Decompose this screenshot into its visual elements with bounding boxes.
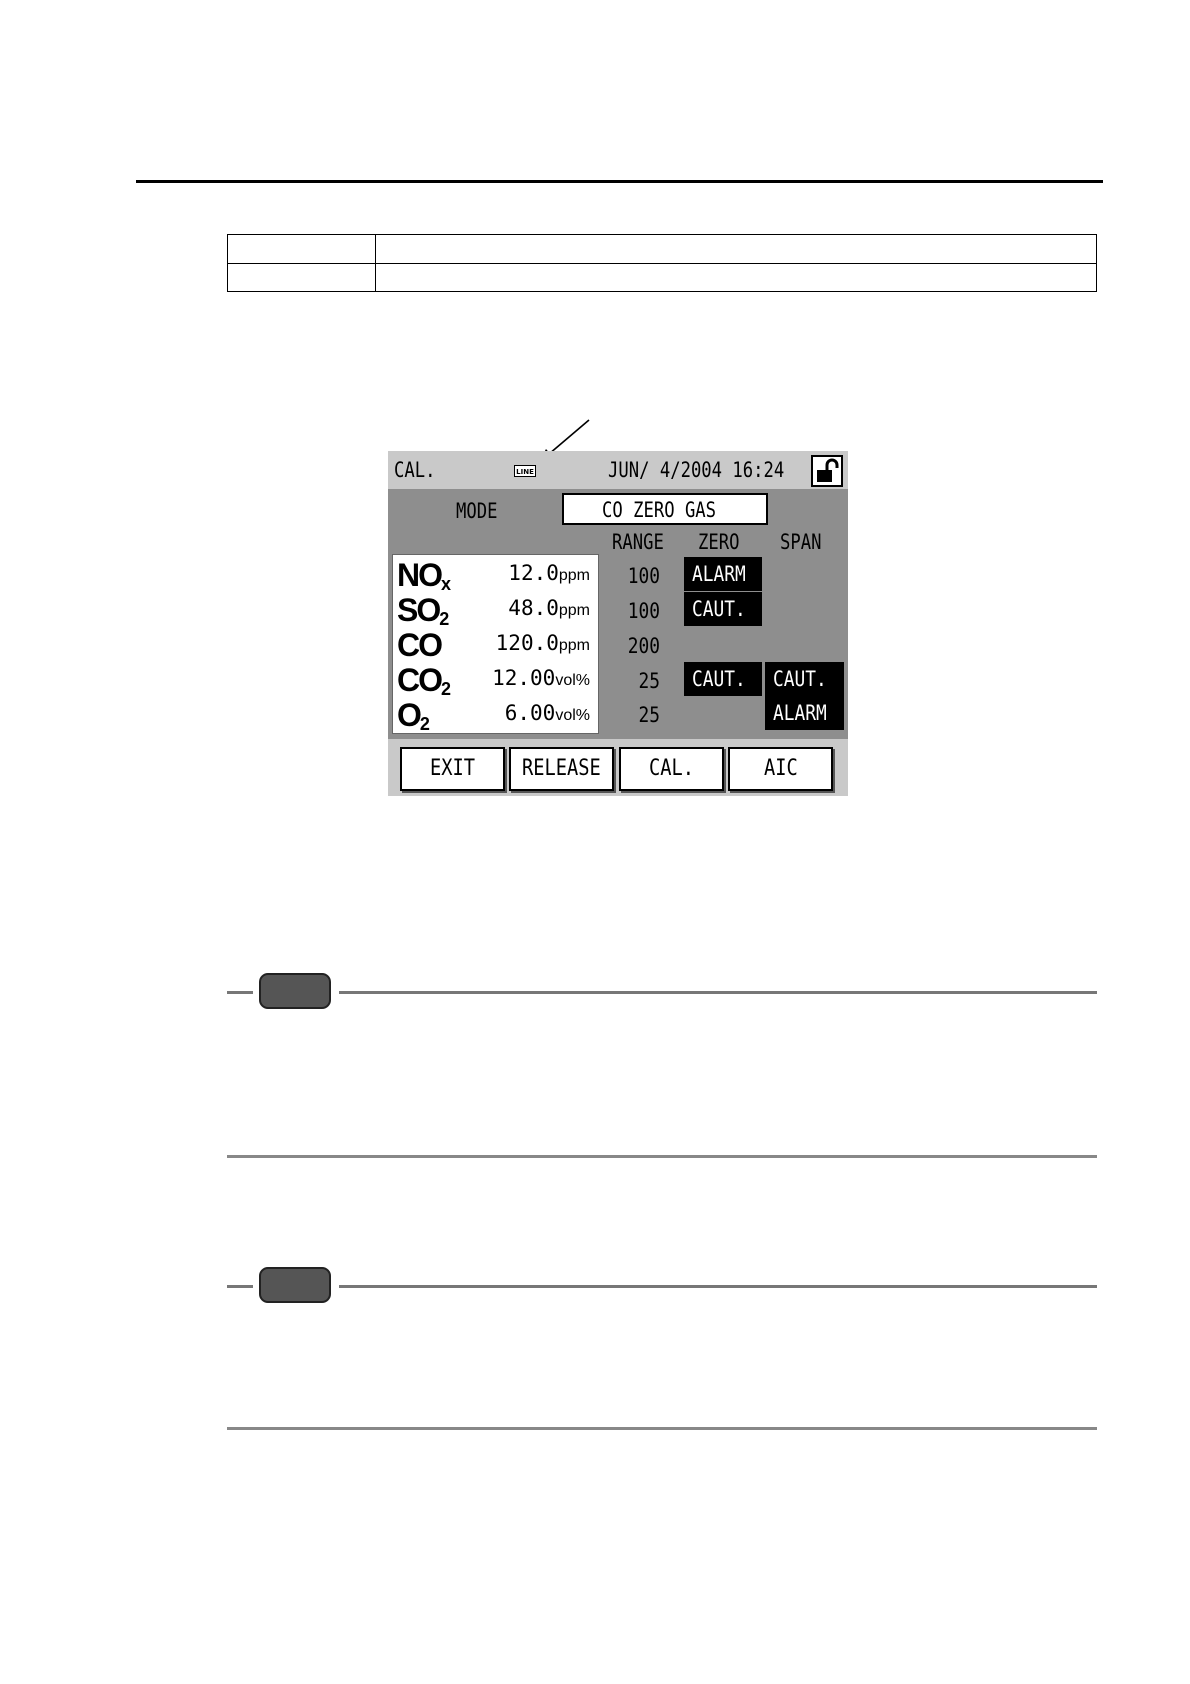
gas-value-o2: 6.00vol% — [504, 701, 590, 725]
range-co2: 25 — [638, 669, 660, 693]
cal-button[interactable]: CAL. — [619, 747, 724, 791]
aic-button[interactable]: AIC — [728, 747, 833, 791]
gas-value-co2: 12.00vol% — [492, 666, 590, 690]
info-table — [227, 234, 1097, 292]
header-rule — [136, 180, 1103, 183]
gas-value-co: 120.0ppm — [495, 631, 590, 655]
table-column-divider — [375, 235, 376, 291]
line-icon — [514, 465, 536, 477]
zero-header: ZERO — [698, 530, 740, 554]
zero-status-nox: ALARM — [684, 557, 762, 591]
note-bottom-rule — [227, 1427, 1097, 1430]
span-status-o2: ALARM — [765, 696, 844, 730]
gas-name-so2: $SO_2$ — [397, 592, 450, 629]
gas-name-co2: $CO_2$ — [397, 662, 452, 699]
span-status-co2: CAUT. — [765, 662, 844, 696]
mode-value: CO ZERO GAS — [602, 498, 717, 522]
range-so2: 100 — [627, 599, 660, 623]
zero-status-so2: CAUT. — [684, 592, 762, 626]
exit-button[interactable]: EXIT — [400, 747, 505, 791]
datetime: JUN/ 4/2004 16:24 — [608, 458, 785, 482]
range-o2: 25 — [638, 703, 660, 727]
gas-value-nox: 12.0ppm — [508, 561, 590, 585]
note-top-rule — [339, 1285, 1097, 1288]
gas-name-nox: $NO_x$ — [397, 557, 452, 594]
note-top-rule — [227, 991, 253, 994]
unlocked-padlock-icon[interactable] — [811, 455, 843, 487]
range-header: RANGE — [612, 530, 664, 554]
note-badge — [259, 973, 331, 1009]
note-top-rule — [339, 991, 1097, 994]
svg-text:LINE: LINE — [516, 468, 534, 476]
mode-title: CAL. — [394, 458, 436, 482]
span-header: SPAN — [780, 530, 822, 554]
note-badge — [259, 1267, 331, 1303]
gas-value-so2: 48.0ppm — [508, 596, 590, 620]
release-button[interactable]: RELEASE — [509, 747, 614, 791]
concentration-panel — [392, 554, 599, 734]
analyzer-screen — [388, 451, 848, 796]
table-row-divider — [228, 263, 1096, 264]
function-key-bar — [388, 739, 848, 796]
mode-field[interactable] — [562, 493, 768, 525]
range-co: 200 — [627, 634, 660, 658]
status-bar — [388, 451, 848, 489]
note-top-rule — [227, 1285, 253, 1288]
zero-status-co2: CAUT. — [684, 662, 762, 696]
gas-name-co: CO — [397, 627, 441, 663]
note-bottom-rule — [227, 1155, 1097, 1158]
gas-name-o2: $O_2$ — [397, 697, 430, 734]
range-nox: 100 — [627, 564, 660, 588]
mode-label: MODE — [456, 499, 498, 523]
